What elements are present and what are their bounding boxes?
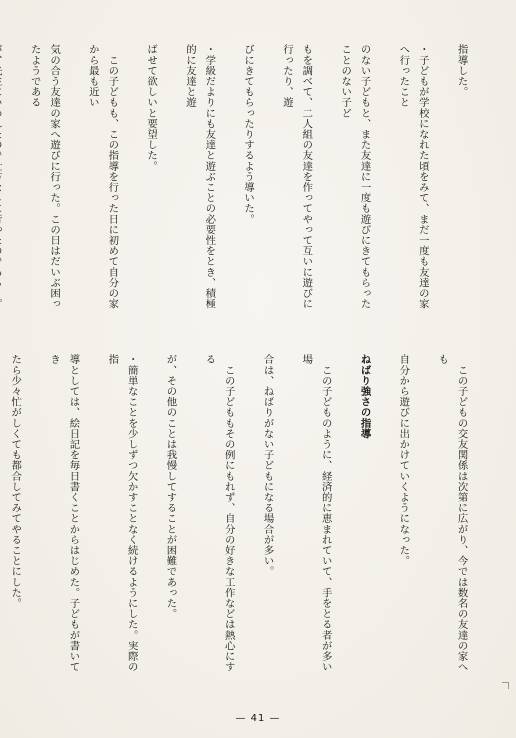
text-line: この子どもの交友関係は次第に広がり、今では数名の友達の家へも [436, 354, 468, 672]
corner-mark [502, 682, 509, 689]
text-line: 合は、ねばりがない子どもになる場合が多い。 [261, 354, 274, 577]
section-heading: ねばり強さの指導 [358, 354, 371, 439]
text-line: もを調べて、二人組の友達を作ってやって互いに遊びに行ったり、遊 [280, 44, 313, 309]
text-line: のない子どもと、また友達に一度も遊びにきてもらったことのない子ど [339, 44, 371, 309]
text-line: 導としては、絵日記を毎日書くことからはじめた。子どもが書いてき [48, 354, 80, 672]
text-line: この子どももその例にもれず、自分の好きな工作などは熱心にする [203, 354, 235, 672]
text-line: この子どもも、この指導を行った日に初めて自分の家から最も近い [86, 44, 119, 309]
text-line: 気の合う友達の家へ遊びに行った。この日はだいぶ困ったようである [28, 44, 61, 309]
upper-text-block [28, 44, 490, 312]
text-line: ばせて欲しいと要望した。 [145, 44, 158, 172]
text-line: 自分から遊びに出かけていくようになった。 [397, 354, 410, 566]
text-line: が、その他のことは我慢してすることが困難であった。 [164, 354, 177, 619]
page-number: — 41 — [235, 713, 281, 724]
text-line [0, 44, 5, 312]
text-line: この子どものように、経済的に恵まれていて、手をとる者が多い場 [300, 354, 332, 672]
text-line: びにきてもらったりするよう導いた。 [242, 44, 255, 225]
text-line: 指導した。 [455, 44, 468, 97]
text-line: ・学級だよりにも友達と遊ぶことの必要性をとき、積極的に友達と遊 [183, 44, 216, 309]
text-line: たら少々忙がしくても都合してみてやることにした。 [9, 354, 22, 609]
text-line: ・子どもが学校になれた頃をみて、まだ一度も友達の家へ行ったこと [397, 44, 429, 309]
lower-text-block [9, 354, 490, 672]
text-line: ・簡単なことを少しずつ欠かすことなく続けるようにした。実際の指 [106, 354, 138, 672]
